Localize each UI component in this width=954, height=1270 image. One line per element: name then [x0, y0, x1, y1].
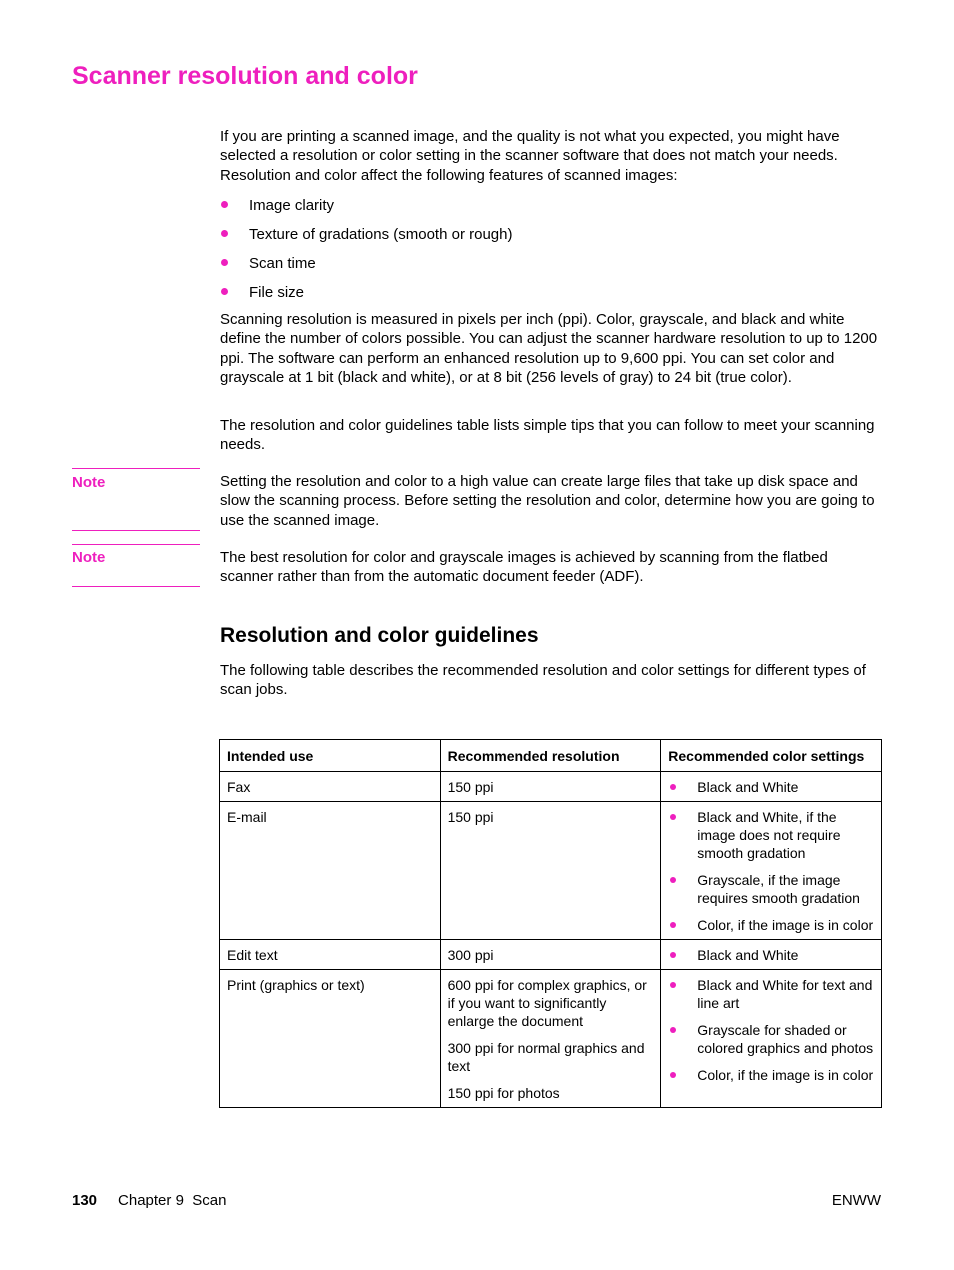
table-cell: Fax — [220, 772, 441, 802]
table-row — [220, 772, 882, 802]
note-bottom-rule — [72, 586, 200, 587]
table-cell: 300 ppi — [440, 940, 661, 970]
chapter-label: Chapter 9 Scan — [118, 1192, 227, 1209]
list-item: Scan time — [220, 254, 880, 283]
page-title: Scanner resolution and color — [72, 62, 418, 90]
table-cell: 150 ppi — [440, 772, 661, 802]
bullet-icon — [221, 259, 228, 266]
list-item: Black and White — [668, 946, 874, 964]
intro-block — [220, 127, 880, 312]
table-cell: Print (graphics or text) — [220, 970, 441, 1108]
note-label: Note — [72, 549, 106, 566]
bullet-icon — [670, 952, 676, 958]
list-item: Color, if the image is in color — [668, 916, 874, 934]
guidelines-intro — [220, 416, 880, 455]
table-row — [220, 970, 882, 1108]
page-number: 130 — [72, 1192, 98, 1209]
note-text: Setting the resolution and color to a high value can create large files that take up disk space and slow the scanning process. Before setting the resolution and color, determine how you are going to use the scanned image. — [220, 473, 875, 529]
table-row — [220, 802, 882, 940]
footer-right: ENWW — [831, 1192, 881, 1209]
column-header: Recommended color settings — [661, 740, 882, 772]
column-header: Recommended resolution — [440, 740, 661, 772]
table-cell — [661, 772, 882, 802]
list-item: Color, if the image is in color — [668, 1066, 874, 1084]
list-item: Black and White for text and line art — [668, 976, 874, 1012]
paragraph: Scanning resolution is measured in pixels per inch (ppi). Color, grayscale, and black and white define the number of colors possible. You can adjust the scanner hardware resolution to up to 1200 ppi. The software can perform an enhanced resolution up to 9,600 ppi. You can set color and grayscale at 1 bit (black and white), or at 8 bit (256 levels of gray) to 24 bit (true color). — [220, 311, 878, 387]
note-bottom-rule — [72, 530, 200, 531]
feature-list — [220, 196, 880, 312]
note-text: The best resolution for color and grayscale images is achieved by scanning from the flatbed scanner rather than from the automatic document feeder (ADF). — [220, 549, 828, 586]
bullet-icon — [670, 1027, 676, 1033]
table-row — [220, 940, 882, 970]
table-cell: Edit text — [220, 940, 441, 970]
bullet-icon — [670, 784, 676, 790]
table-cell — [661, 802, 882, 940]
table-cell: 600 ppi for complex graphics, or if you want to significantly enlarge the document 300 ppi for normal graphics and text 150 ppi for photos — [440, 970, 661, 1108]
note-top-rule — [72, 468, 200, 469]
list-item: Black and White, if the image does not require smooth gradation — [668, 808, 874, 862]
section-title: Resolution and color guidelines — [220, 624, 539, 647]
bullet-icon — [670, 877, 676, 883]
list-item: Grayscale for shaded or colored graphics and photos — [668, 1021, 874, 1057]
table-header-row — [220, 740, 882, 772]
paragraph: The resolution and color guidelines table lists simple tips that you can follow to meet your scanning needs. — [220, 417, 875, 454]
column-header: Intended use — [220, 740, 441, 772]
bullet-icon — [670, 922, 676, 928]
table-cell: 150 ppi — [440, 802, 661, 940]
note-label: Note — [72, 474, 106, 491]
footer-left — [72, 1192, 226, 1209]
table-cell: E-mail — [220, 802, 441, 940]
intro-paragraph: If you are printing a scanned image, and the quality is not what you expected, you might have selected a resolution or color setting in the scanner software that does not match your needs. Resolution and color affect the following features of scanned images: — [220, 128, 840, 184]
section-intro: The following table describes the recommended resolution and color settings for different types of scan jobs. — [220, 662, 866, 699]
list-item: Black and White — [668, 778, 874, 796]
bullet-icon — [221, 288, 228, 295]
bullet-icon — [221, 230, 228, 237]
list-item: Grayscale, if the image requires smooth gradation — [668, 871, 874, 907]
table-cell — [661, 970, 882, 1108]
guidelines-table — [219, 739, 882, 1108]
resolution-explanation — [220, 310, 880, 388]
bullet-icon — [221, 201, 228, 208]
list-item: Texture of gradations (smooth or rough) — [220, 225, 880, 254]
list-item: Image clarity — [220, 196, 880, 225]
list-item: File size — [220, 283, 880, 312]
bullet-icon — [670, 814, 676, 820]
table-cell — [661, 940, 882, 970]
bullet-icon — [670, 982, 676, 988]
bullet-icon — [670, 1072, 676, 1078]
note-top-rule — [72, 544, 200, 545]
